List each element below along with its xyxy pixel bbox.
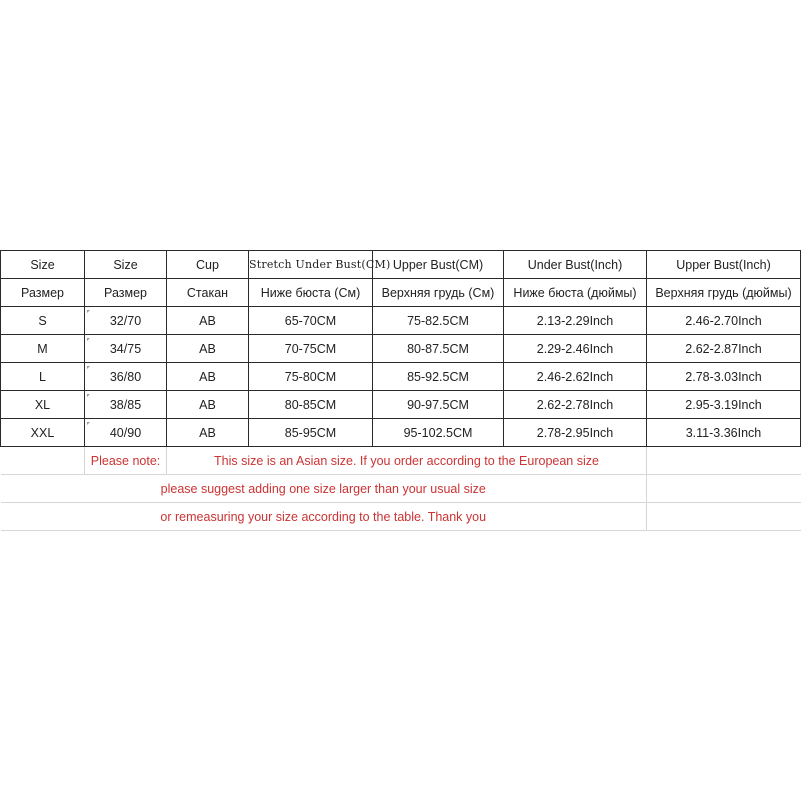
table-row bbox=[1, 363, 801, 391]
under-bust-inch-cell: 2.46-2.62Inch bbox=[504, 363, 647, 391]
size-cell: M bbox=[1, 335, 85, 363]
header-cell: Cup bbox=[167, 251, 249, 279]
note-row-3 bbox=[1, 503, 801, 531]
cup-cell: AB bbox=[167, 307, 249, 335]
header-row-ru bbox=[1, 279, 801, 307]
note-line-3: or remeasuring your size according to the table. Thank you bbox=[1, 503, 647, 531]
header-cell: Stretch Under Bust(CM) bbox=[249, 251, 373, 279]
table-row bbox=[1, 307, 801, 335]
upper-bust-inch-cell: 2.95-3.19Inch bbox=[647, 391, 801, 419]
upper-bust-inch-cell: 2.46-2.70Inch bbox=[647, 307, 801, 335]
note-line-2: please suggest adding one size larger than your usual size bbox=[1, 475, 647, 503]
header-cell: Size bbox=[1, 251, 85, 279]
note-row-1 bbox=[1, 447, 801, 475]
table-row bbox=[1, 419, 801, 447]
under-bust-inch-cell: 2.62-2.78Inch bbox=[504, 391, 647, 419]
under-bust-inch-cell: 2.29-2.46Inch bbox=[504, 335, 647, 363]
under-bust-inch-cell: 2.78-2.95Inch bbox=[504, 419, 647, 447]
header-cell: Ниже бюста (См) bbox=[249, 279, 373, 307]
cup-cell: AB bbox=[167, 363, 249, 391]
band-size-cell: 38/85 bbox=[85, 391, 167, 419]
header-cell: Size bbox=[85, 251, 167, 279]
header-cell: Ниже бюста (дюймы) bbox=[504, 279, 647, 307]
under-bust-cm-cell: 70-75CM bbox=[249, 335, 373, 363]
header-row-en bbox=[1, 251, 801, 279]
header-cell: Upper Bust(CM) bbox=[373, 251, 504, 279]
note-row-2 bbox=[1, 475, 801, 503]
under-bust-cm-cell: 65-70CM bbox=[249, 307, 373, 335]
cup-cell: AB bbox=[167, 335, 249, 363]
header-cell: Верхняя грудь (дюймы) bbox=[647, 279, 801, 307]
upper-bust-cm-cell: 95-102.5CM bbox=[373, 419, 504, 447]
note-label: Please note: bbox=[85, 447, 167, 475]
table-row bbox=[1, 335, 801, 363]
upper-bust-inch-cell: 3.11-3.36Inch bbox=[647, 419, 801, 447]
cup-cell: AB bbox=[167, 419, 249, 447]
band-size-cell: 36/80 bbox=[85, 363, 167, 391]
header-cell: Верхняя грудь (См) bbox=[373, 279, 504, 307]
band-size-cell: 40/90 bbox=[85, 419, 167, 447]
band-size-cell: 34/75 bbox=[85, 335, 167, 363]
upper-bust-inch-cell: 2.62-2.87Inch bbox=[647, 335, 801, 363]
under-bust-inch-cell: 2.13-2.29Inch bbox=[504, 307, 647, 335]
note-line-1: This size is an Asian size. If you order according to the European size bbox=[167, 447, 647, 475]
upper-bust-cm-cell: 85-92.5CM bbox=[373, 363, 504, 391]
table-row bbox=[1, 391, 801, 419]
under-bust-cm-cell: 85-95CM bbox=[249, 419, 373, 447]
size-cell: S bbox=[1, 307, 85, 335]
upper-bust-inch-cell: 2.78-3.03Inch bbox=[647, 363, 801, 391]
header-cell: Under Bust(Inch) bbox=[504, 251, 647, 279]
size-cell: L bbox=[1, 363, 85, 391]
header-cell: Размер bbox=[1, 279, 85, 307]
header-cell: Стакан bbox=[167, 279, 249, 307]
size-cell: XXL bbox=[1, 419, 85, 447]
size-chart-table bbox=[0, 250, 801, 531]
under-bust-cm-cell: 80-85CM bbox=[249, 391, 373, 419]
size-cell: XL bbox=[1, 391, 85, 419]
cup-cell: AB bbox=[167, 391, 249, 419]
header-cell: Размер bbox=[85, 279, 167, 307]
under-bust-cm-cell: 75-80CM bbox=[249, 363, 373, 391]
band-size-cell: 32/70 bbox=[85, 307, 167, 335]
upper-bust-cm-cell: 75-82.5CM bbox=[373, 307, 504, 335]
upper-bust-cm-cell: 90-97.5CM bbox=[373, 391, 504, 419]
header-cell: Upper Bust(Inch) bbox=[647, 251, 801, 279]
upper-bust-cm-cell: 80-87.5CM bbox=[373, 335, 504, 363]
